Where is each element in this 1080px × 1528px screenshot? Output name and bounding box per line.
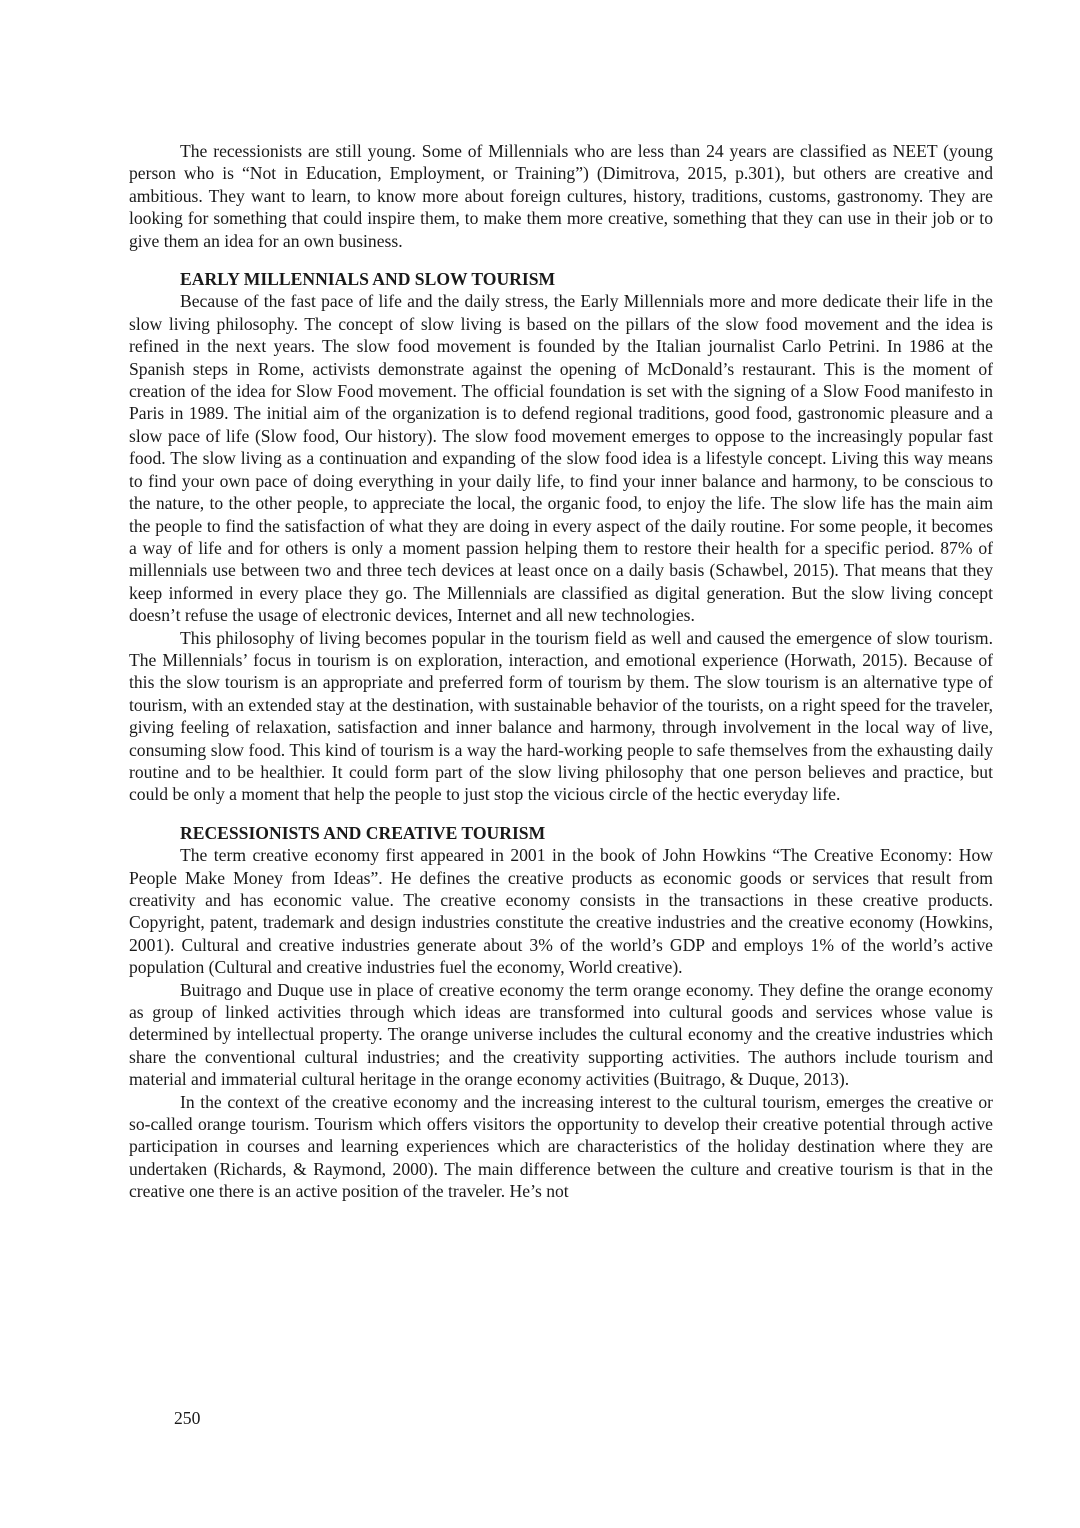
document-body — [129, 140, 993, 1203]
section1-paragraph-1: Because of the fast pace of life and the daily stress, the Early Millennials more and more dedicate their life in the slow living philosophy. The concept of slow living is based on the pillars of the slow food movement and the idea is refined in the next years. The slow food movement is founded by the Italian journalist Carlo Petrini. In 1986 at the Spanish steps in Rome, activists demonstrate against the opening of McDonald’s restaurant. This is the moment of creation of the idea for Slow Food movement. The official foundation is set with the signing of a Slow Food manifesto in Paris in 1989. The initial aim of the organization is to defend regional traditions, good food, gastronomic pleasure and a slow pace of life (Slow food, Our history). The slow food movement emerges to oppose to the increasingly popular fast food. The slow living as a continuation and expanding of the slow food idea is a lifestyle concept. Living this way means to find your own pace of doing everything in your daily life, to find your inner balance and harmony, to be conscious to the nature, to the other people, to appreciate the local, the organic food, to enjoy the life. The slow life has the main aim the people to find the satisfaction of what they are doing in every aspect of the daily routine. For some people, it becomes a way of life and for others is only a moment passion helping them to restore their health for a specific period. 87% of millennials use between two and three tech devices at least once on a daily basis (Schawbel, 2015). That means that they keep informed in every place they go. The Millennials are classified as digital generation. But the slow living concept doesn’t refuse the usage of electronic devices, Internet and all new technologies. — [129, 291, 993, 626]
intro-paragraph: The recessionists are still young. Some of Millennials who are less than 24 years are classified as NEET (young person who is “Not in Education, Employment, or Training”) (Dimitrova, 2015, p.301), but others are creative and ambitious. They want to learn, to know more about foreign cultures, history, traditions, customs, gastronomy. They are looking for something that could inspire them, to make them more creative, something that they can use in their job or to give them an idea for an own business. — [129, 141, 993, 251]
section-heading-early-millennials: EARLY MILLENNIALS AND SLOW TOURISM — [180, 269, 556, 290]
section2-paragraph-2: Buitrago and Duque use in place of creative economy the term orange economy. They define the orange economy as group of linked activities through which ideas are transformed into cultural goods and services whose value is determined by intellectual property. The orange universe includes the cultural economy and the creative industries which share the conventional cultural industries; and the creativity supporting activities. The authors include tourism and material and immaterial cultural heritage in the orange economy activities (Buitrago, & Duque, 2013). — [129, 979, 993, 1090]
section1-paragraph-2: This philosophy of living becomes popular in the tourism field as well and caused the emergence of slow tourism. The Millennials’ focus in tourism is on exploration, interaction, and emotional experience (Horwath, 2015). Because of this the slow tourism is an appropriate and preferred form of tourism by them. The slow tourism is an alternative type of tourism, with an extended stay at the destination, with sustainable behavior of the tourists, on a right speed for the traveler, giving feeling of relaxation, satisfaction and inner balance and harmony, through involvement in the local way of live, consuming slow food. This kind of tourism is a way the hard-working people to safe themselves from the exhausting daily routine and to be healthier. It could form part of the slow living philosophy that one person believes and practice, but could be only a moment that help the people to just stop the vicious circle of the hectic everyday life. — [129, 627, 993, 805]
section-heading-recessionists: RECESSIONISTS AND CREATIVE TOURISM — [180, 822, 546, 843]
section2-paragraph-3: In the context of the creative economy and the increasing interest to the cultural tourism, emerges the creative or so-called orange tourism. Tourism which offers visitors the opportunity to develop their creative potential through active participation in courses and learning experiences which are characteristics of the holiday destination where they are undertaken (Richards, & Raymond, 2000). The main difference between the culture and creative tourism is that in the creative one there is an active position of the traveler. He’s not — [129, 1091, 993, 1202]
section2-paragraph-1: The term creative economy first appeared in 2001 in the book of John Howkins “The Creative Economy: How People Make Money from Ideas”. He defines the creative products as economic goods or services that result from creativity and has economic value. The creative economy consists in the transactions in these creative products. Copyright, patent, trademark and design industries constitute the creative industries and the creative economy (Howkins, 2001). Cultural and creative industries generate about 3% of the world’s GDP and employs 1% of the world’s active population (Cultural and creative industries fuel the economy, World creative). — [129, 845, 993, 978]
page-number: 250 — [174, 1408, 201, 1428]
